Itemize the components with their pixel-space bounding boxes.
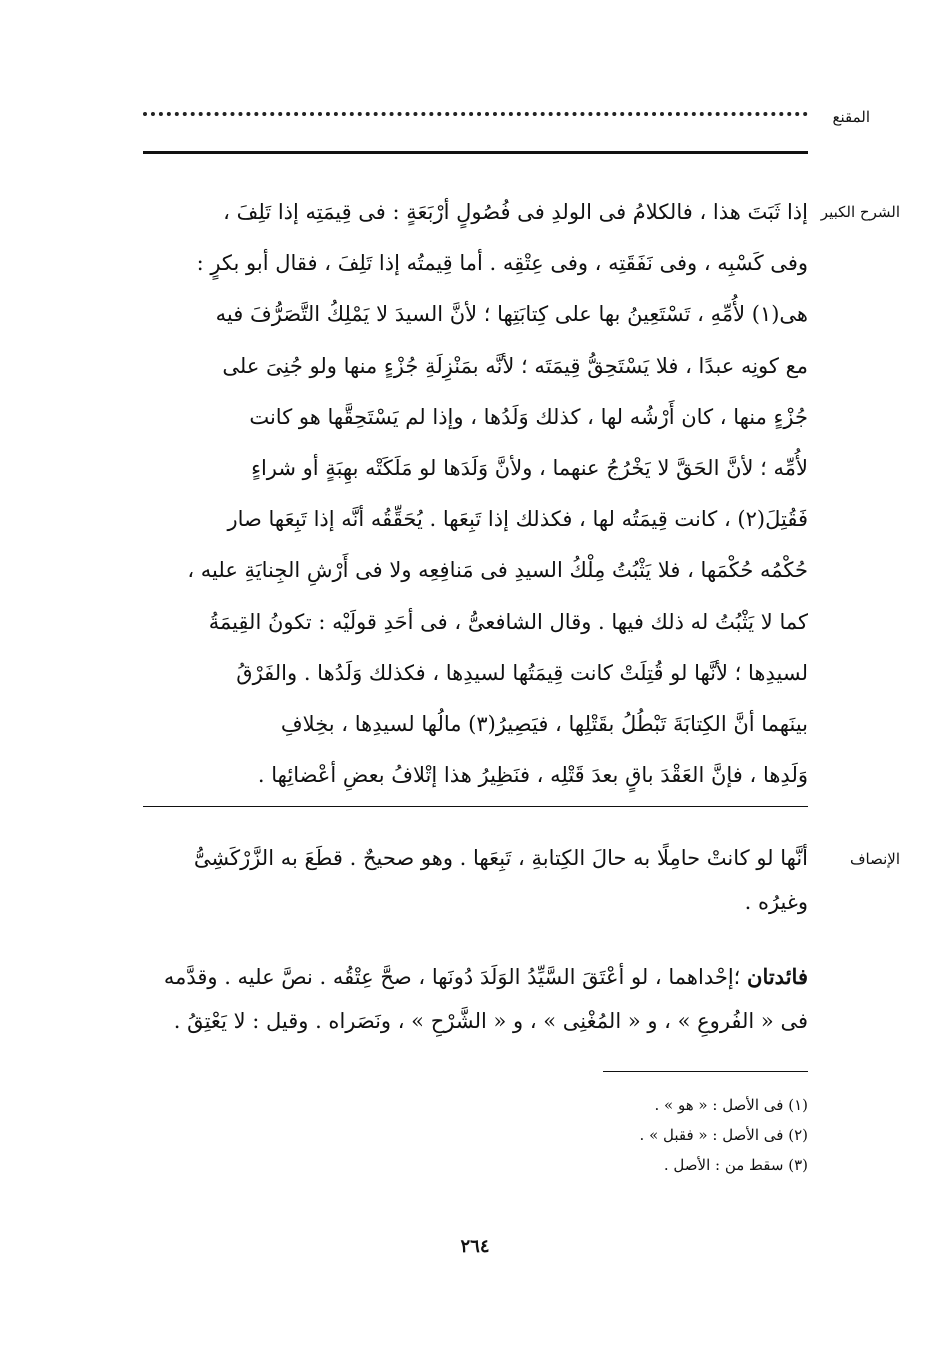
sharh-line: لأُمِّه ؛ لأنَّ الحَقَّ لا يَخْرُجُ عنهما ، ولأنَّ وَلَدَها لو مَلَكَتْه بهِبَةٍ أو شراءٍ (251, 455, 808, 480)
section-label-insaf: الإنصاف (849, 850, 900, 868)
header-dotted-rule (143, 112, 808, 116)
running-header-title: المقنع (832, 108, 870, 126)
section-label-sharh: الشرح الكبير (820, 203, 900, 221)
header-rule (143, 151, 808, 154)
insaf-line: أنَّها لو كانتْ حامِلًا به حالَ الكِتابةِ ، تَبِعَها . وهو صحيحٌ . قطَعَ به الزَّرْكَشِىُّ (193, 846, 808, 870)
footnote: (٢) فى الأصل : « فقبل » . (639, 1126, 808, 1144)
sharh-line: فَقُتِلَ(٢) ، كانت قِيمَتُه لها ، فكذلك إذا تَبِعَها . يُحَقِّقُه أنَّه إذا تَبِعَها صار (227, 507, 808, 532)
sharh-line: لسيدِها ؛ لأنَّها لو قُتِلَتْ كانت قِيمَتُها لسيدِها ، فكذلك وَلَدُها . والفَرْقُ (236, 660, 808, 685)
sharh-line: هى(١) لأُمِّهِ ، تَسْتَعِينُ بها على كِتابَتِها ؛ لأنَّ السيدَ لا يَمْلِكُ التَّصَرُّفَ فيه (215, 302, 808, 327)
footnote: (١) فى الأصل : « هو » . (654, 1096, 808, 1114)
page-number: ٢٦٤ (460, 1236, 490, 1257)
sharh-line: جُزْءٍ منها ، كان أَرْشُه لها ، كذلك وَلَدُها ، وإذا لم يَسْتَحِقَّها هو كانت (249, 404, 808, 429)
sharh-line: إذا ثَبَتَ هذا ، فالكلامُ فى الولدِ فى فُصُولٍ أرْبَعَةٍ : فى قِيمَتِه إذا تَلِفَ ، (223, 200, 808, 224)
sharh-line: وَلَدِها ، فإنَّ العَقْدَ باقٍ بعدَ قَتْلِه ، فنَظِيرُ هذا إتْلافُ بعضِ أعْضائِها . (257, 763, 808, 788)
fawaid-line (143, 955, 808, 999)
sharh-line: مع كونِه عبدًا ، فلا يَسْتَحِقُّ قِيمَتَه ؛ لأنَّه بمَنْزِلَةِ جُزْءٍ منها ولو جُنِىَ على (222, 353, 808, 378)
insaf-text-block (143, 836, 808, 924)
sharh-line: حُكْمُه حُكْمَها ، فلا يَثْبُتُ مِلْكُ السيدِ فى مَنافِعِه ولا فى أَرْشِ الجِنايَةِ عليه ، (187, 558, 808, 583)
footnote: (٣) سقط من : الأصل . (663, 1156, 808, 1174)
sharh-text-block (143, 187, 808, 801)
sharh-line: كما لا يَثْبُتُ له ذلك فيها . وقال الشافعىُّ ، فى أحَدِ قولَيْه : تكونُ القِيمَةُ (208, 609, 808, 634)
sharh-line: وفى كَسْبِه ، وفى نَفَقَتِه ، وفى عِتْقِه . أما قِيمتُه إذا تَلِفَ ، فقال أبو بكرٍ : (196, 251, 808, 276)
fawaid-text-block (143, 955, 808, 1043)
section-divider (143, 806, 808, 807)
fawaid-line: فى « الفُروعِ » ، و « المُغْنِى » ، و « الشَّرْحِ » ، ونَصَراه . وقيل : لا يَعْتِقُ . (173, 1009, 808, 1033)
insaf-line: وغيرُه . (744, 890, 808, 914)
footnote-rule (603, 1071, 808, 1072)
sharh-line: بينَهما أنَّ الكِتابَةَ تَبْطُلُ بقَتْلِها ، فيَصِيرُ(٣) مالُها لسيدِها ، بخِلافِ (280, 711, 808, 736)
fawaid-line-text: ؛إحْداهما ، لو أعْتَقَ السَّيِّدُ الوَلَدَ دُونَها ، صحَّ عِتْقُه . نصَّ عليه . وقدَّمه (163, 965, 748, 989)
footnotes (560, 1090, 808, 1180)
fawaid-heading: فائدتان (747, 964, 808, 989)
